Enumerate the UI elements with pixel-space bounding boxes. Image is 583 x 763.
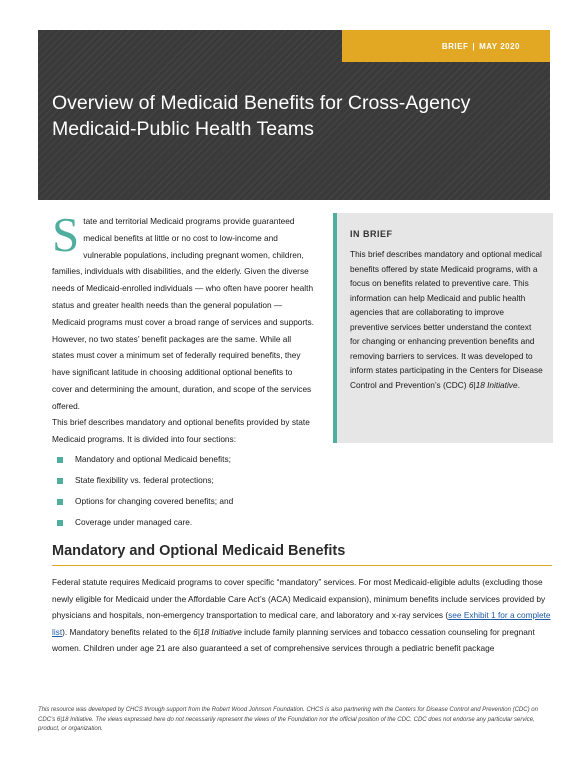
section-text-1: Federal statute requires Medicaid programs to cover specific “mandatory” services. For most Medicaid-eligible adults (excluding those newly eligible for Medicaid under the Affordable Care Act’s (ACA) Medicaid expansion), minimum benefits include services provided by physicians and hospitals, non-emergency transportation to medical care, and laboratory and x-ray services (: [52, 577, 546, 620]
square-bullet-icon: [57, 520, 63, 526]
list-item-text: Coverage under managed care.: [75, 517, 193, 527]
list-item-text: State flexibility vs. federal protections;: [75, 475, 214, 485]
footnote: This resource was developed by CHCS through support from the Robert Wood Johnson Foundation. CHCS is also partnering with the Centers for Disease Control and Prevention (CDC) on CDC’s 6|18 Initiative. The views expressed here do not necessarily represent the views of the Foundation nor the official position of the CDC. CDC does not endorse any particular service, product, or organization.: [38, 707, 538, 733]
square-bullet-icon: [57, 457, 63, 463]
list-item: [52, 491, 312, 512]
intro-paragraph: [52, 207, 314, 415]
in-brief-text: This brief describes mandatory and optional medical benefits offered by state Medicaid programs, with a focus on benefits related to preventive care. This information can help Medicaid and public health agencies that are collaborating to improve preventive services better understand the context for changing or enhancing prevention benefits and removing barriers to services. It was developed to inform states participating in the Centers for Disease Control and Prevention’s (CDC): [350, 249, 543, 390]
tag-date: MAY 2020: [479, 41, 520, 51]
initiative-name: 6|18 Initiative: [193, 626, 242, 637]
in-brief-sidebar: [333, 213, 553, 443]
header-banner: [38, 30, 550, 200]
list-item: [52, 449, 312, 470]
section-body: [52, 574, 552, 657]
brief-date-tag: [342, 30, 550, 62]
in-brief-end: .: [517, 379, 520, 390]
list-item: [52, 512, 312, 533]
sections-list: [52, 449, 312, 533]
title-line-2: Medicaid-Public Health Teams: [52, 118, 314, 140]
list-item-text: Options for changing covered benefits; and: [75, 496, 234, 506]
section-text-2: ). Mandatory benefits related to the: [62, 626, 194, 637]
title-line-1: Overview of Medicaid Benefits for Cross-Agency: [52, 92, 471, 114]
in-brief-title: IN BRIEF: [350, 229, 393, 239]
tag-type: BRIEF: [441, 41, 469, 51]
section-divider: [52, 565, 552, 566]
sections-intro: This brief describes mandatory and optional benefits provided by state Medicaid programs. It is divided into four sections:: [52, 417, 310, 444]
square-bullet-icon: [57, 478, 63, 484]
drop-cap: S: [52, 207, 80, 262]
tag-separator: |: [472, 41, 476, 51]
list-item: [52, 470, 312, 491]
document-title: [52, 90, 532, 142]
section-heading: Mandatory and Optional Medicaid Benefits: [52, 543, 346, 559]
list-item-text: Mandatory and optional Medicaid benefits;: [75, 454, 231, 464]
in-brief-body: [350, 247, 543, 392]
initiative-name: 6|18 Initiative: [468, 379, 518, 390]
intro-text: tate and territorial Medicaid programs provide guaranteed medical benefits at little or no cost to low-income and vulnerable populations, including pregnant women, children, families, individuals with disabilities, and the elderly. Given the diverse needs of Medicaid-enrolled individuals — who often have poorer health status and greater health needs than the general population — Medicaid programs must cover a broad range of services and supports. However, no two states’ benefit packages are the same. While all states must cover a minimum set of federally required benefits, they have significant latitude in choosing additional optional benefits to cover and determining the amount, duration, and scope of the services offered.: [52, 216, 314, 411]
section-text-3: include family planning services and tobacco cessation counseling for pregnant women. Children under age 21 are also guaranteed a set of comprehensive services through a pediatric benefit package: [52, 626, 535, 653]
square-bullet-icon: [57, 499, 63, 505]
exhibit-link[interactable]: see Exhibit 1 for a complete list: [52, 610, 551, 637]
